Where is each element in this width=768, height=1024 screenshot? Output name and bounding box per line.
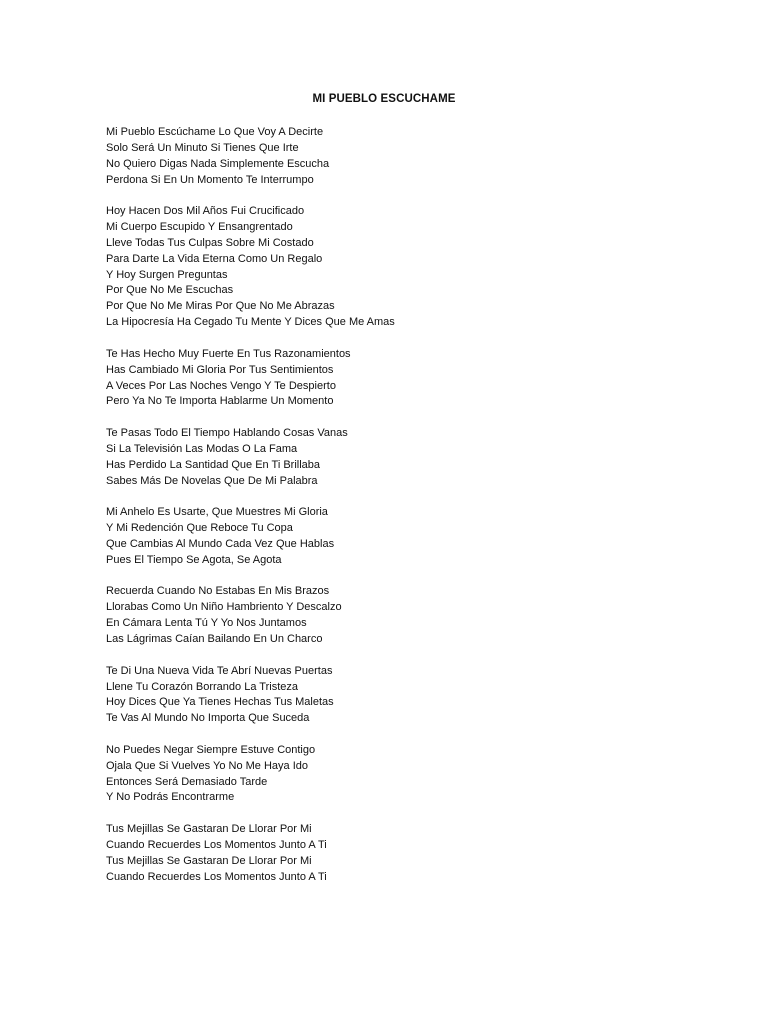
stanza	[106, 822, 706, 885]
lyric-line: No Quiero Digas Nada Simplemente Escucha	[106, 157, 330, 170]
lyric-line: Pero Ya No Te Importa Hablarme Un Momento	[106, 395, 334, 408]
lyric-line: Te Vas Al Mundo No Importa Que Suceda	[106, 712, 310, 725]
lyric-line: Hoy Dices Que Ya Tienes Hechas Tus Maletas	[106, 696, 334, 709]
lyric-line: Cuando Recuerdes Los Momentos Junto A Ti	[106, 870, 327, 883]
lyric-line: Hoy Hacen Dos Mil Años Fui Crucificado	[106, 205, 305, 218]
stanza	[106, 505, 706, 568]
lyric-line: Si La Televisión Las Modas O La Fama	[106, 442, 298, 455]
lyric-line: La Hipocresía Ha Cegado Tu Mente Y Dices Que Me Amas	[106, 316, 395, 329]
lyric-line: Por Que No Me Escuchas	[106, 284, 234, 297]
lyric-line: Cuando Recuerdes Los Momentos Junto A Ti	[106, 838, 327, 851]
lyric-line: Entonces Será Demasiado Tarde	[106, 775, 268, 788]
lyric-line: Por Que No Me Miras Por Que No Me Abrazas	[106, 300, 335, 313]
lyric-line: Te Di Una Nueva Vida Te Abrí Nuevas Puertas	[106, 664, 333, 677]
stanza	[106, 664, 706, 727]
stanza	[106, 347, 706, 410]
lyric-line: Pues El Tiempo Se Agota, Se Agota	[106, 553, 282, 566]
lyric-line: Y Hoy Surgen Preguntas	[106, 268, 228, 281]
stanza	[106, 584, 706, 647]
lyric-line: Solo Será Un Minuto Si Tienes Que Irte	[106, 141, 299, 154]
lyric-line: Mi Pueblo Escúchame Lo Que Voy A Decirte	[106, 126, 324, 138]
lyric-line: Te Has Hecho Muy Fuerte En Tus Razonamientos	[106, 347, 351, 360]
stanza	[106, 743, 706, 806]
lyric-line: Tus Mejillas Se Gastaran De Llorar Por Mi	[106, 854, 312, 867]
lyric-line: Mi Cuerpo Escupido Y Ensangrentado	[106, 221, 293, 234]
stanza	[106, 125, 706, 188]
lyric-line: Que Cambias Al Mundo Cada Vez Que Hablas	[106, 537, 335, 550]
lyric-line: Has Perdido La Santidad Que En Ti Brillaba	[106, 458, 321, 471]
lyric-line: Has Cambiado Mi Gloria Por Tus Sentimientos	[106, 363, 334, 376]
lyric-line: A Veces Por Las Noches Vengo Y Te Despierto	[106, 379, 336, 392]
lyric-line: Y Mi Redención Que Reboce Tu Copa	[106, 522, 293, 535]
document-title: MI PUEBLO ESCUCHAME	[312, 93, 456, 105]
lyric-line: Llorabas Como Un Niño Hambriento Y Descalzo	[106, 601, 342, 614]
lyrics-body	[106, 125, 706, 901]
lyric-line: Para Darte La Vida Eterna Como Un Regalo	[106, 252, 323, 265]
lyric-line: Perdona Si En Un Momento Te Interrumpo	[106, 173, 314, 186]
lyric-line: Llene Tu Corazón Borrando La Tristeza	[106, 680, 299, 693]
lyric-line: Mi Anhelo Es Usarte, Que Muestres Mi Gloria	[106, 506, 328, 519]
stanza	[106, 204, 706, 331]
lyric-line: Tus Mejillas Se Gastaran De Llorar Por Mi	[106, 823, 312, 836]
lyric-line: En Cámara Lenta Tú Y Yo Nos Juntamos	[106, 617, 307, 630]
lyric-line: No Puedes Negar Siempre Estuve Contigo	[106, 743, 316, 756]
lyric-line: Y No Podrás Encontrarme	[106, 791, 235, 804]
lyric-line: Recuerda Cuando No Estabas En Mis Brazos	[106, 585, 330, 598]
lyric-line: Ojala Que Si Vuelves Yo No Me Haya Ido	[106, 759, 308, 772]
lyric-line: Te Pasas Todo El Tiempo Hablando Cosas Vanas	[106, 427, 348, 440]
lyric-line: Sabes Más De Novelas Que De Mi Palabra	[106, 474, 318, 487]
lyric-line: Las Lágrimas Caían Bailando En Un Charco	[106, 633, 323, 645]
lyric-line: Lleve Todas Tus Culpas Sobre Mi Costado	[106, 236, 314, 249]
stanza	[106, 426, 706, 489]
